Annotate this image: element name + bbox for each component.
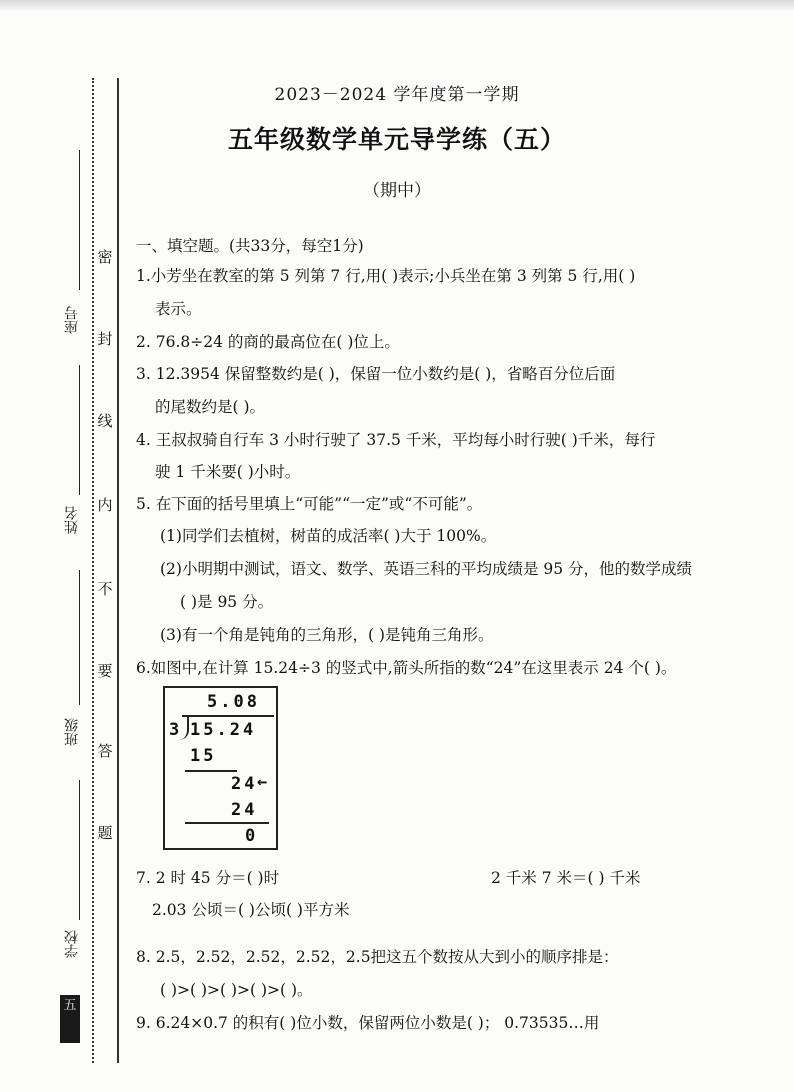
seat-number-field[interactable] — [79, 150, 80, 290]
binding-dotted-line — [92, 78, 94, 1063]
school-year: 2023－2024 学年度第一学期 — [274, 85, 520, 105]
question-7b: 2 千米 7 米＝( ) 千米 — [491, 869, 641, 887]
page-tab: 五 — [60, 995, 80, 1043]
division-divisor: 3 — [169, 720, 183, 740]
seal-char: 密 — [97, 248, 113, 266]
class-field[interactable] — [79, 570, 80, 705]
division-line-1 — [185, 770, 237, 772]
division-step-2: 24 — [231, 774, 258, 794]
question-7a: 7. 2 时 45 分＝( )时 — [136, 869, 280, 887]
question-7c: 2.03 公顷＝( )公顷( )平方米 — [152, 901, 350, 919]
division-dividend: 15.24 — [190, 720, 257, 740]
question-8-order: ( )>( )>( )>( )>( )。 — [160, 981, 313, 999]
question-3-cont: 的尾数约是( )。 — [155, 398, 266, 416]
question-1-cont: 表示。 — [155, 300, 202, 318]
question-4-cont: 驶 1 千米要( )小时。 — [155, 463, 301, 481]
seal-char: 不 — [97, 580, 113, 598]
question-2: 2. 76.8÷24 的商的最高位在( )位上。 — [136, 333, 400, 351]
question-6: 6.如图中,在计算 15.24÷3 的竖式中,箭头所指的数“24”在这里表示 24 个( )。 — [136, 659, 677, 677]
scan-top-edge — [0, 0, 794, 10]
division-remainder: 0 — [245, 826, 259, 846]
question-5-2: (2)小明期中测试，语文、数学、英语三科的平均成绩是 95 分，他的数学成绩 — [160, 560, 693, 578]
question-5-1: (1)同学们去植树，树苗的成活率( )大于 100%。 — [160, 527, 497, 545]
division-bracket — [179, 716, 189, 740]
name-field[interactable] — [79, 365, 80, 495]
question-3: 3. 12.3954 保留整数约是( )，保留一位小数约是( )，省略百分位后面 — [136, 365, 616, 383]
seal-char: 要 — [97, 662, 113, 680]
class-label: 班级 — [64, 718, 80, 746]
seal-char: 封 — [97, 330, 113, 348]
school-label: 学校 — [64, 930, 80, 958]
question-5-2-cont: ( )是 95 分。 — [180, 593, 274, 611]
seat-number-label: 座号 — [64, 306, 80, 334]
seal-char: 答 — [97, 742, 113, 760]
section-heading: 一、填空题。(共33分，每空1分) — [136, 237, 364, 255]
question-5-3: (3)有一个角是钝角的三角形，( )是钝角三角形。 — [160, 626, 494, 644]
page-subtitle: （期中） — [363, 181, 431, 201]
arrow-icon: ← — [257, 772, 268, 792]
question-5: 5. 在下面的括号里填上“可能”“一定”或“不可能”。 — [136, 495, 483, 513]
long-division-figure — [163, 686, 278, 850]
seal-char: 内 — [97, 496, 113, 514]
division-line-2 — [185, 822, 269, 824]
division-bar — [182, 715, 274, 717]
division-quotient: 5.08 — [207, 692, 260, 712]
seal-char: 线 — [97, 412, 113, 430]
seal-char: 题 — [97, 824, 113, 842]
division-step-3: 24 — [231, 800, 258, 820]
page-title: 五年级数学单元导学练（五） — [227, 125, 566, 154]
name-label: 姓名 — [64, 506, 80, 534]
binding-solid-line — [117, 78, 119, 1063]
question-9: 9. 6.24×0.7 的积有( )位小数，保留两位小数是( )； 0.73535…用 — [136, 1014, 600, 1032]
school-field[interactable] — [79, 780, 80, 920]
division-step-1: 15 — [190, 746, 217, 766]
question-1: 1.小芳坐在教室的第 5 列第 7 行,用( )表示;小兵坐在第 3 列第 5 行,用( ) — [136, 267, 636, 285]
question-8: 8. 2.5，2.52，2.52，2.52，2.5把这五个数按从大到小的顺序排是： — [136, 948, 619, 966]
question-4: 4. 王叔叔骑自行车 3 小时行驶了 37.5 千米，平均每小时行驶( )千米，每行 — [136, 431, 656, 449]
